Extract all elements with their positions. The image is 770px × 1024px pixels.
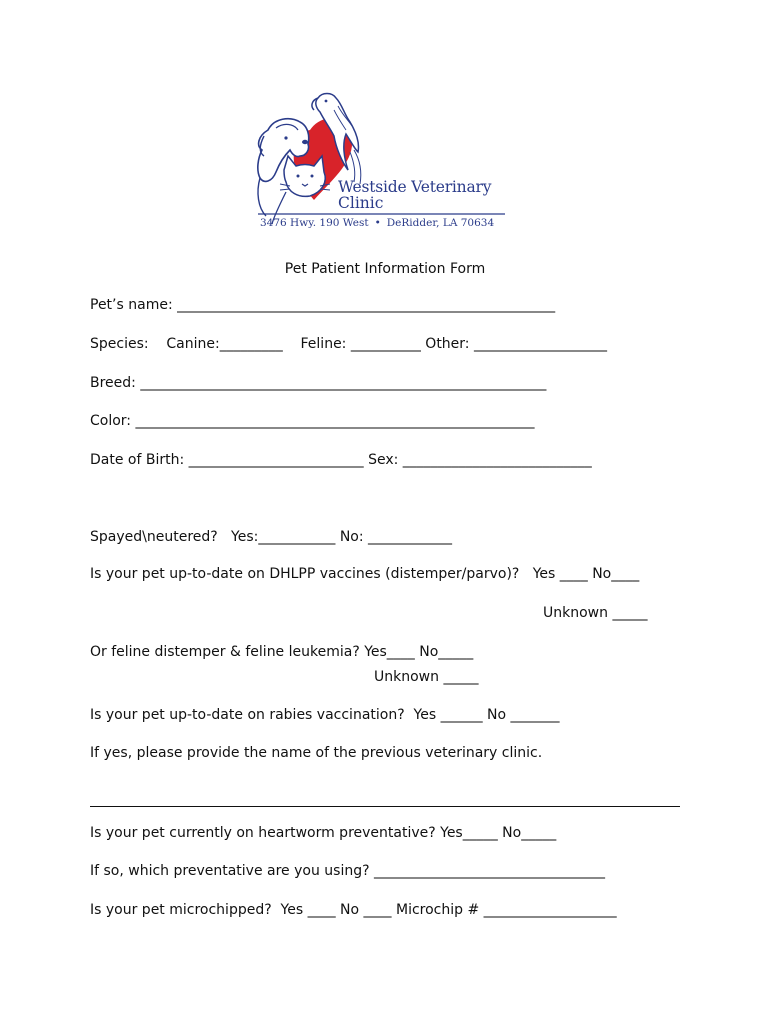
feline-vaccine-field[interactable]: Or feline distemper & feline leukemia? Yes____ No_____ xyxy=(90,644,474,660)
breed-field[interactable]: Breed: __________________________________________________________ xyxy=(90,375,547,391)
dhlpp-vaccine-field[interactable]: Is your pet up-to-date on DHLPP vaccines (distemper/parvo)? Yes ____ No____ xyxy=(90,566,640,582)
color-field[interactable]: Color: _________________________________________________________ xyxy=(90,413,535,429)
preventative-name-field[interactable]: If so, which preventative are you using? _________________________________ xyxy=(90,863,605,879)
clinic-logo xyxy=(250,92,512,234)
heartworm-preventative-field[interactable]: Is your pet currently on heartworm preventative? Yes_____ No_____ xyxy=(90,825,557,841)
previous-clinic-answer-line[interactable] xyxy=(90,806,680,807)
rabies-vaccination-field[interactable]: Is your pet up-to-date on rabies vaccination? Yes ______ No _______ xyxy=(90,707,560,723)
previous-clinic-prompt: If yes, please provide the name of the previous veterinary clinic. xyxy=(90,745,543,761)
clinic-name-second-line: Clinic xyxy=(338,194,384,212)
dhlpp-unknown-field[interactable]: Unknown _____ xyxy=(543,605,648,621)
clinic-name: Westside Veterinary xyxy=(338,178,492,196)
address-separator: • xyxy=(374,217,381,229)
dob-sex-field[interactable]: Date of Birth: _________________________ Sex: ___________________________ xyxy=(90,452,592,468)
form-title: Pet Patient Information Form xyxy=(284,261,486,277)
address-city: DeRidder, LA 70634 xyxy=(386,217,495,229)
microchip-field[interactable]: Is your pet microchipped? Yes ____ No ____ Microchip # ___________________ xyxy=(90,902,617,918)
feline-unknown-field[interactable]: Unknown _____ xyxy=(374,669,479,685)
pet-name-field[interactable]: Pet’s name: ______________________________________________________ xyxy=(90,297,556,313)
heart-dog-cat-parrot-logo-icon xyxy=(250,92,512,234)
address-street: 3476 Hwy. 190 West xyxy=(260,217,369,229)
clinic-address xyxy=(260,217,494,229)
species-field[interactable]: Species: Canine:_________ Feline: __________ Other: ___________________ xyxy=(90,336,607,352)
spayed-neutered-field[interactable]: Spayed\neutered? Yes:___________ No: ____________ xyxy=(90,529,453,545)
